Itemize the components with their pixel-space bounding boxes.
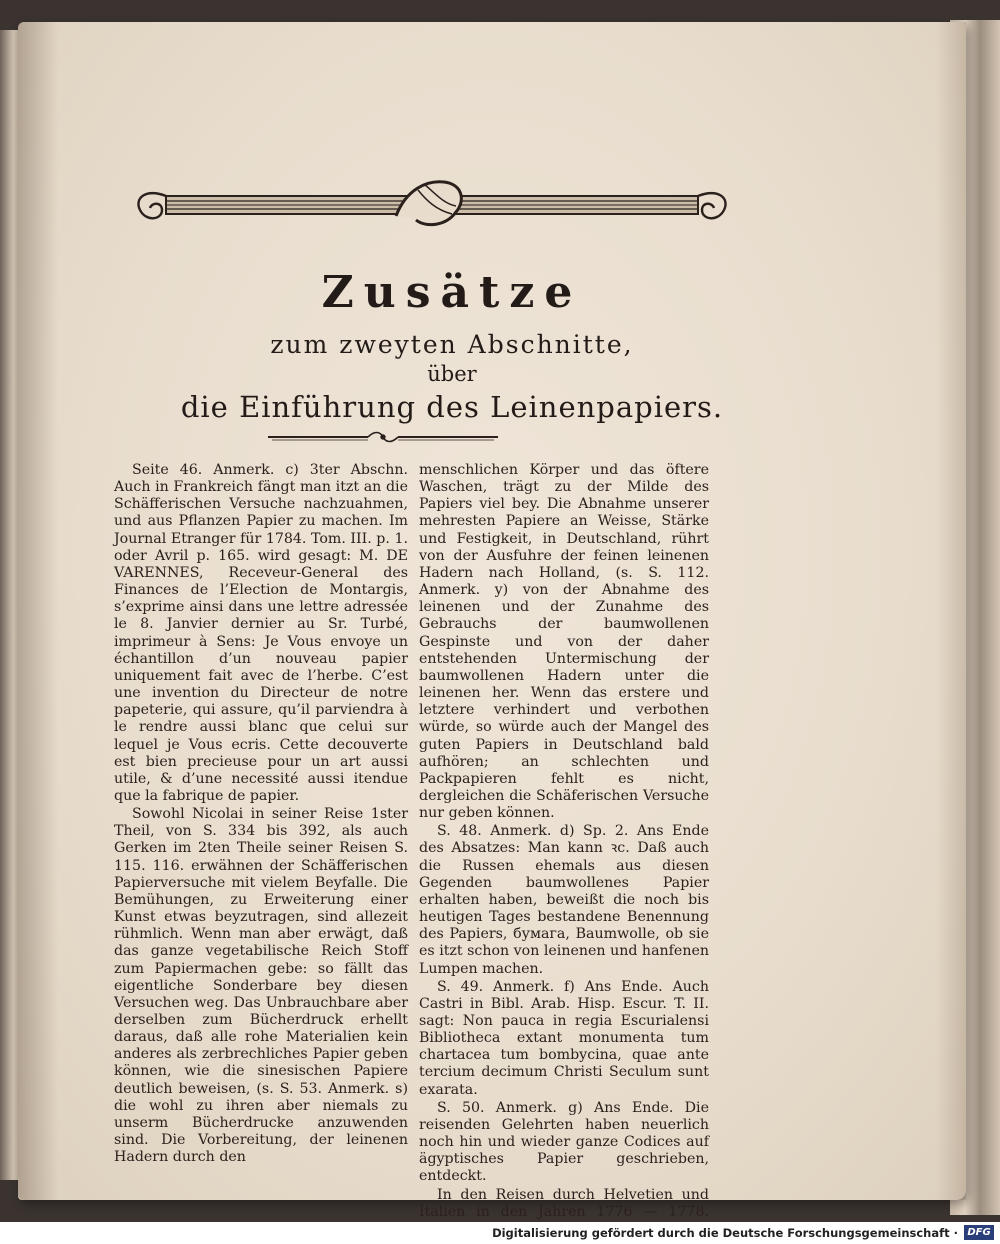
title-main: Zusätze	[321, 267, 583, 318]
funding-credit-text: Digitalisierung gefördert durch die Deutsche Forschungsgemeinschaft ·	[492, 1226, 958, 1240]
digitization-footer	[0, 1222, 1000, 1244]
paragraph: menschlichen Körper und das öftere Waschen, trägt zu der Milde des Papiers viel bey. Die Abnahme unserer mehresten Papiere an Weisse, Stärke und Festigkeit, in Deutschland, rührt von der Ausfuhre der feinen leinenen Hadern nach Holland, (s. S. 112. Anmerk. y) von der Abnahme des leinenen und der Zunahme des Gebrauchs der baumwollenen Gespinste und von der daher entstehenden Untermischung der baumwollenen Hadern unter die leinenen her. Wenn das erstere und letztere verhindert und verbothen würde, so würde auch der Mangel des guten Papiers in Deutschland bald aufhören; an schlechten und Packpapieren fehlt es nicht, dergleichen die Schäferischen Versuche nur geben können.	[419, 462, 709, 822]
paragraph: Sowohl Nicolai in seiner Reise 1ster Theil, von S. 334 bis 392, als auch Gerken im 2ten Theile seiner Reisen S. 115. 116. erwähnen der Schäfferischen Papierversuche mit vielem Beyfalle. Die Bemühungen, zu Erweiterung einer Kunst etwas beyzutragen, sind allezeit rühmlich. Wenn man aber erwägt, daß das ganze vegetabilische Reich Stoff zum Papiermachen gebe: so fällt das eigentliche Sonderbare bey diesen Versuchen weg. Das Unbrauchbare aber derselben zum Bücherdruck erhellt daraus, daß alle rohe Materialien kein anderes als zerbrechliches Papier geben können, wie die sinesischen Papiere deutlich beweisen, (s. S. 53. Anmerk. s) die wohl zu ihren aber niemals zu unserm Bücherdrucke anzuwenden sind. Die Vorbereitung, der leinenen Hadern durch den	[114, 806, 408, 1166]
title-topic: die Einführung des Leinenpapiers.	[180, 390, 724, 424]
ornamental-headpiece	[126, 170, 738, 240]
paragraph: S. 49. Anmerk. f) Ans Ende. Auch Castri in Bibl. Arab. Hisp. Escur. T. II. sagt: Non pauca in regia Escurialensi Bibliotheca extant monumenta tum chartacea tum bombycina, quae ante tercium decimum Christi Seculum sunt exarata.	[419, 978, 709, 1098]
paragraph: S. 48. Anmerk. d) Sp. 2. Ans Ende des Absatzes: Man kann ꝛc. Daß auch die Russen ehemals aus diesen Gegenden baumwollenes Papier erhalten haben, beweißt die noch bis heutigen Tages bestandene Benennung des Papiers, бумага, Baumwolle, ob sie es itzt schon von leinenen und hanfenen Lumpen machen.	[419, 823, 709, 977]
title-subtitle: zum zweyten Abschnitte,	[270, 330, 634, 359]
paragraph: Seite 46. Anmerk. c) 3ter Abschn. Auch in Frankreich fängt man itzt an die Schäfferischen Versuche nachzuahmen, und aus Pflanzen Papier zu machen. Im Journal Etranger für 1784. Tom. III. p. 1. oder Avril p. 165. wird gesagt: M. DE VARENNES, Receveur-General des Finances de l’Election de Montargis, s’exprime ainsi dans une lettre adressée le 8. Janvier dernier au Sr. Turbé, imprimeur à Sens: Je Vous envoye un échantillon d’un nouveau papier uniquement fait avec de l’herbe. C’est une invention du Directeur de notre papeterie, qui assure, qu’il parviendra à le rendre aussi blanc que celui sur lequel je Vous ecris. Cette decouverte est bien precieuse pour un art aussi utile, & d’une necessité aussi itendue que la fabrique de papier.	[114, 462, 408, 804]
title-divider-ornament	[268, 430, 498, 444]
text-column-left	[114, 462, 408, 1166]
spine-shadow	[18, 22, 58, 1200]
book-page	[18, 22, 966, 1220]
text-column-right	[419, 462, 709, 1222]
paragraph: In den Reisen durch Helvetien und Italien in den Jahren 1776 — 1778.	[419, 1186, 709, 1220]
dfg-logo: DFG	[964, 1225, 994, 1240]
paragraph: S. 50. Anmerk. g) Ans Ende. Die reisenden Gelehrten haben neuerlich noch hin und wieder ganze Codices auf ägyptisches Papier geschrieben, entdeckt.	[419, 1099, 709, 1185]
title-connector: über	[427, 362, 477, 386]
page-edge-shadow	[936, 22, 966, 1200]
